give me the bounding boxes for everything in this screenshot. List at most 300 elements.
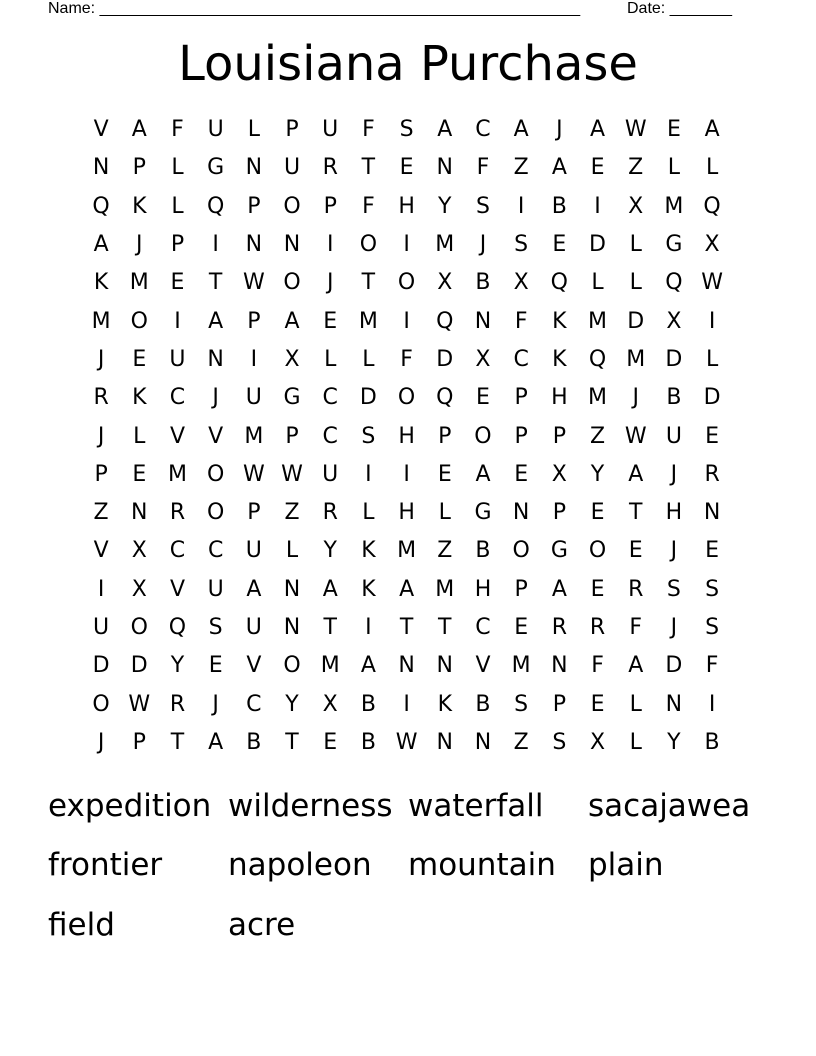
grid-letter: I [174,308,181,334]
grid-letter: D [92,653,110,679]
grid-letter: O [397,270,416,296]
grid-letter: M [358,308,378,334]
grid-letter: O [206,461,225,487]
grid-letter: L [591,270,604,296]
grid-letter: P [132,729,146,755]
grid-letter: E [132,461,147,487]
grid-letter: A [590,117,606,143]
word-row [48,776,808,836]
grid-letter: P [94,461,108,487]
grid-letter: U [207,576,224,602]
grid-letter: J [326,270,334,296]
grid-letter: S [514,691,529,717]
grid-letter: V [208,423,224,449]
grid-letter: N [245,232,263,258]
grid-letter: M [244,423,264,449]
grid-letter: Q [436,385,454,411]
grid-letter: N [474,729,492,755]
grid-letter: J [136,232,143,258]
grid-letter: J [212,691,219,717]
grid-letter: W [128,691,151,717]
grid-letter: A [628,461,644,487]
word-bank-item: frontier [48,847,163,884]
grid-letter: U [207,117,224,143]
grid-letter: V [93,117,109,143]
grid-letter: Z [513,729,529,755]
grid-letter: R [169,691,186,717]
grid-letter: Q [703,193,721,219]
grid-letter: N [283,615,301,640]
grid-row [82,571,732,609]
grid-letter: J [212,385,219,411]
grid-letter: Y [590,461,605,487]
grid-letter: U [245,615,262,640]
grid-letter: D [703,385,721,411]
grid-letter: L [629,691,642,717]
grid-letter: L [705,155,719,181]
grid-letter: H [398,500,415,526]
grid-letter: D [359,385,377,411]
grid-letter: O [283,270,301,296]
grid-letter: M [588,385,608,411]
grid-letter: M [320,653,340,679]
grid-row [82,188,732,226]
grid-letter: Z [437,538,453,564]
grid-letter: A [513,117,529,143]
grid-letter: P [247,308,261,334]
grid-letter: I [403,232,410,258]
grid-letter: B [360,691,376,717]
grid-letter: E [590,691,605,717]
grid-letter: F [591,653,604,679]
grid-letter: J [556,117,563,143]
grid-letter: V [169,423,185,449]
grid-letter: Q [92,193,110,219]
grid-letter: W [624,117,647,143]
grid-letter: W [701,270,723,296]
grid-letter: O [397,385,416,411]
grid-row [82,532,732,570]
grid-letter: M [435,232,455,258]
grid-letter: E [208,653,223,679]
grid-letter: Y [667,729,681,755]
grid-letter: A [704,117,720,143]
grid-letter: B [360,729,376,755]
grid-letter: A [628,653,644,679]
word-bank-item: napoleon [228,847,372,884]
grid-letter: E [514,615,529,640]
grid-letter: P [438,423,452,449]
grid-letter: J [97,346,105,372]
grid-letter: C [246,691,262,717]
grid-letter: X [551,461,567,487]
grid-letter: L [285,538,299,564]
grid-letter: L [324,346,337,372]
grid-letter: C [169,538,186,564]
grid-letter: X [666,308,682,334]
grid-letter: N [283,232,301,258]
grid-letter: S [361,423,376,449]
grid-letter: E [590,155,605,181]
grid-letter: S [208,615,223,640]
grid-letter: O [359,232,378,258]
grid-letter: X [704,232,720,258]
grid-letter: E [437,461,452,487]
grid-letter: X [475,346,491,372]
grid-letter: U [322,117,339,143]
grid-letter: R [704,461,720,487]
grid-letter: F [171,117,184,143]
grid-letter: B [666,385,682,411]
grid-letter: Y [323,538,337,564]
grid-letter: I [250,346,258,372]
grid-letter: D [627,308,645,334]
grid-letter: D [130,653,148,679]
grid-letter: I [365,461,372,487]
grid-letter: F [362,117,375,143]
grid-row [82,226,732,264]
grid-letter: K [361,576,376,602]
grid-letter: Q [206,193,225,219]
word-bank-item: sacajawea [588,787,751,824]
grid-letter: T [628,500,643,526]
grid-letter: E [170,270,185,296]
grid-letter: U [322,461,339,487]
grid-letter: V [246,653,262,679]
grid-letter: B [704,729,720,755]
grid-letter: P [552,500,566,526]
grid-letter: M [397,538,417,564]
grid-letter: C [475,117,491,143]
grid-letter: R [589,615,606,640]
grid-letter: P [323,193,337,219]
grid-letter: K [361,538,376,564]
grid-letter: N [436,155,454,181]
grid-letter: Y [170,653,185,679]
grid-letter: T [208,270,223,296]
grid-letter: N [436,729,454,755]
page-title: Louisiana Purchase [178,36,638,92]
grid-row [82,302,732,340]
grid-row [82,647,732,685]
grid-letter: I [517,193,525,219]
grid-letter: J [670,615,678,640]
grid-letter: A [131,117,147,143]
grid-letter: A [284,308,300,334]
grid-letter: O [474,423,492,449]
word-bank-item: wilderness [228,787,393,824]
grid-letter: N [92,155,110,181]
grid-letter: S [705,615,720,640]
grid-letter: L [362,346,375,372]
grid-letter: G [474,500,492,526]
grid-letter: A [437,117,453,143]
grid-letter: N [283,576,301,602]
grid-letter: Q [550,270,568,296]
grid-letter: A [475,461,491,487]
grid-letter: E [705,538,720,564]
grid-letter: I [403,691,410,717]
grid-letter: O [206,500,225,526]
grid-letter: I [365,615,372,640]
grid-letter: O [588,538,607,564]
grid-letter: P [247,193,261,219]
grid-letter: N [245,155,263,181]
grid-letter: A [551,155,567,181]
grid-letter: P [514,576,528,602]
grid-letter: I [594,193,601,219]
grid-letter: O [283,653,301,679]
grid-letter: E [666,117,681,143]
grid-letter: A [322,576,338,602]
grid-letter: K [132,193,147,219]
grid-letter: F [514,308,528,334]
grid-row [82,149,732,187]
grid-letter: L [171,193,184,219]
grid-letter: N [207,346,224,372]
grid-letter: L [171,155,184,181]
grid-letter: E [590,576,605,602]
grid-letter: L [247,117,260,143]
grid-letter: B [475,691,491,717]
grid-letter: Q [168,615,187,640]
grid-letter: J [97,423,105,449]
grid-letter: S [514,232,529,258]
grid-row [82,685,732,723]
word-bank-item: plain [588,847,664,884]
grid-letter: K [552,346,567,372]
grid-letter: F [400,346,413,372]
grid-letter: Q [665,270,683,296]
grid-letter: D [665,653,683,679]
grid-letter: P [514,385,528,411]
grid-letter: E [552,232,567,258]
grid-letter: U [283,155,301,181]
grid-letter: A [93,232,109,258]
grid-letter: S [666,576,681,602]
grid-letter: X [322,691,338,717]
grid-row [82,417,732,455]
grid-letter: Q [588,346,607,372]
grid-letter: N [131,500,148,526]
grid-letter: C [322,385,338,411]
grid-letter: P [552,423,566,449]
grid-letter: N [703,500,721,526]
grid-letter: R [322,155,338,181]
grid-letter: Z [589,423,606,449]
grid-letter: P [285,117,299,143]
grid-letter: M [626,346,646,372]
grid-letter: I [708,308,716,334]
grid-letter: K [132,385,147,411]
grid-letter: E [476,385,490,411]
grid-letter: L [133,423,146,449]
grid-letter: R [628,576,644,602]
grid-letter: X [284,346,300,372]
grid-row [82,264,732,302]
grid-letter: A [246,576,262,602]
grid-letter: L [629,729,642,755]
grid-letter: X [589,729,606,755]
grid-letter: F [362,193,375,219]
grid-letter: M [167,461,187,487]
grid-letter: D [665,346,683,372]
grid-letter: B [246,729,262,755]
grid-letter: P [247,500,261,526]
word-bank-item: expedition [48,787,212,824]
grid-letter: E [628,538,643,564]
grid-letter: H [398,423,415,449]
grid-letter: C [207,538,224,564]
grid-letter: F [705,653,719,679]
grid-letter: S [705,576,720,602]
grid-letter: X [628,193,644,219]
grid-letter: F [629,615,643,640]
grid-letter: A [399,576,415,602]
grid-letter: C [513,346,529,372]
grid-letter: J [632,385,639,411]
grid-letter: L [629,232,642,258]
grid-letter: X [513,270,529,296]
grid-letter: N [665,691,683,717]
grid-letter: M [588,308,608,334]
grid-letter: M [664,193,684,219]
grid-letter: M [91,308,111,334]
grid-letter: W [281,461,303,487]
grid-letter: A [551,576,567,602]
grid-letter: M [435,576,455,602]
grid-letter: X [131,538,147,564]
date-field-line: Date: _______ [627,0,732,17]
grid-letter: B [551,193,567,219]
grid-letter: P [170,232,185,258]
grid-letter: F [476,155,490,181]
grid-letter: G [665,232,683,258]
grid-letter: J [97,729,105,755]
grid-row [82,456,732,494]
grid-letter: L [629,270,642,296]
grid-letter: G [283,385,301,411]
grid-letter: M [129,270,149,296]
grid-letter: K [437,691,452,717]
grid-letter: Z [628,155,644,181]
grid-letter: T [323,615,337,640]
grid-letter: O [283,193,301,219]
grid-letter: U [169,346,186,372]
word-bank-item: mountain [408,847,556,884]
grid-letter: N [474,308,492,334]
grid-letter: X [437,270,453,296]
grid-letter: U [93,615,110,640]
grid-letter: J [670,538,678,564]
grid-letter: D [589,232,606,258]
grid-letter: O [92,691,110,717]
grid-letter: W [242,270,265,296]
grid-letter: Z [284,500,300,526]
grid-letter: N [512,500,530,526]
grid-letter: V [93,538,109,564]
grid-letter: L [667,155,681,181]
grid-letter: K [93,270,109,296]
grid-letter: U [245,385,262,411]
grid-letter: E [132,346,147,372]
grid-letter: L [362,500,375,526]
grid-letter: E [399,155,414,181]
grid-letter: I [403,461,410,487]
grid-letter: P [514,423,528,449]
grid-letter: O [130,308,148,334]
grid-letter: P [552,691,566,717]
grid-letter: E [323,308,338,334]
grid-letter: T [285,729,299,755]
grid-letter: U [665,423,682,449]
grid-letter: E [514,461,529,487]
grid-letter: T [399,615,414,640]
grid-letter: A [208,308,224,334]
grid-letter: L [705,346,719,372]
grid-letter: R [169,500,186,526]
grid-letter: Q [436,308,454,334]
grid-letter: C [169,385,186,411]
grid-row [82,379,732,417]
word-bank-item: acre [228,906,296,943]
grid-letter: G [207,155,225,181]
grid-letter: I [326,232,334,258]
grid-letter: N [551,653,568,679]
grid-letter: I [97,576,105,602]
grid-letter: Y [438,193,452,219]
grid-letter: S [399,117,414,143]
grid-row [82,494,732,532]
word-row [48,836,808,896]
grid-letter: X [131,576,147,602]
grid-letter: T [170,729,185,755]
grid-letter: D [436,346,454,372]
grid-letter: T [438,615,452,640]
grid-letter: B [475,270,491,296]
grid-letter: N [398,653,415,679]
name-field-line: Name: ______________________________________________________ [48,0,581,17]
grid-letter: E [323,729,338,755]
grid-letter: V [169,576,185,602]
grid-letter: T [361,155,376,181]
grid-letter: L [438,500,451,526]
grid-letter: M [511,653,531,679]
grid-letter: Z [93,500,109,526]
grid-letter: U [245,538,262,564]
grid-letter: R [322,500,338,526]
letter-grid [82,111,732,762]
grid-letter: R [551,615,567,640]
grid-letter: R [93,385,109,411]
grid-row [82,341,732,379]
grid-letter: H [551,385,568,411]
grid-letter: K [552,308,567,334]
grid-letter: O [130,615,148,640]
grid-letter: J [670,461,678,487]
grid-letter: B [475,538,491,564]
grid-letter: I [708,691,716,717]
grid-row [82,111,732,149]
grid-letter: Y [285,691,299,717]
grid-letter: I [403,308,410,334]
grid-letter: H [665,500,683,526]
word-bank-item: field [48,906,115,943]
grid-letter: E [705,423,720,449]
grid-letter: H [398,193,415,219]
grid-row [82,609,732,647]
grid-letter: V [475,653,491,679]
